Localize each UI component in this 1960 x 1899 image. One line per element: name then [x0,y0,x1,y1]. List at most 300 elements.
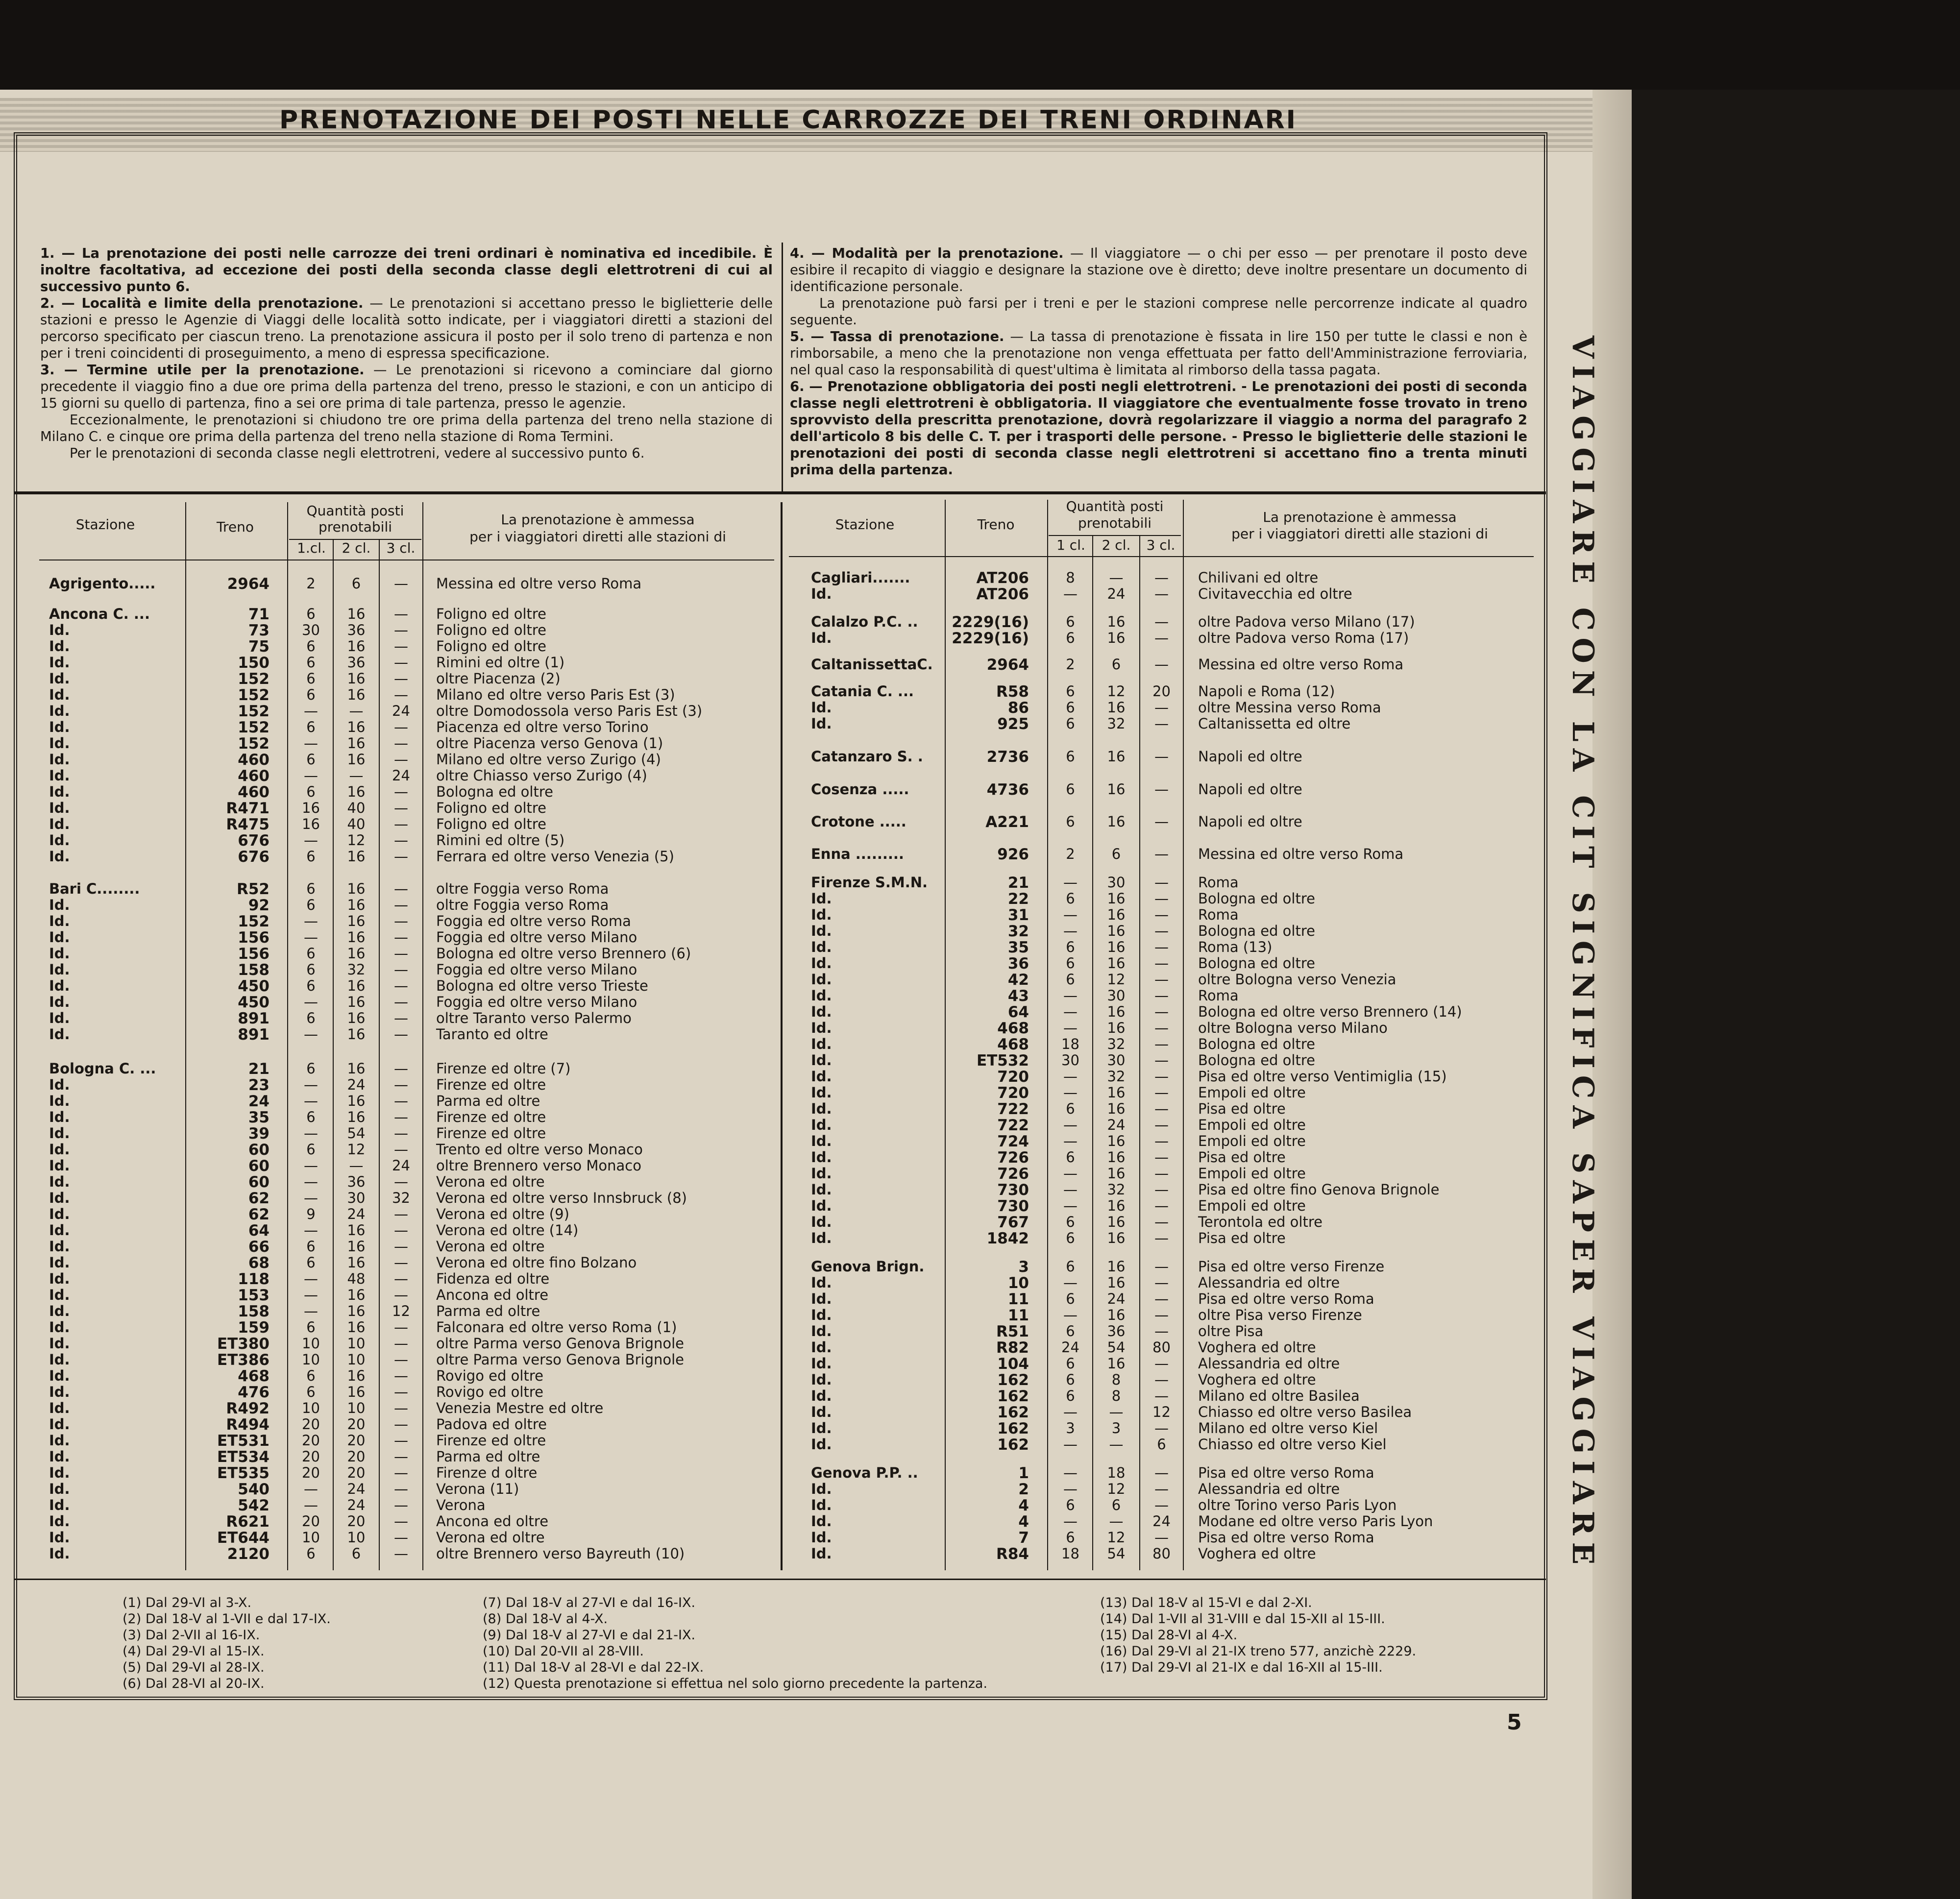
seats-3cl-cell: — [394,929,408,946]
train-cell: 60 [248,1173,270,1191]
station-cell: Id. [811,1545,832,1562]
station-cell: Id. [811,1117,832,1133]
seats-3cl-cell: — [1154,1133,1169,1149]
seats-2cl-cell: 16 [1107,1165,1126,1182]
seats-1cl-cell: 6 [306,1319,316,1336]
seats-3cl-cell: — [394,670,408,687]
station-cell: Cosenza ..... [811,781,909,798]
seats-2cl-cell: 36 [347,1173,366,1190]
seats-1cl-cell: 16 [302,816,320,832]
destination-cell: Empoli ed oltre [1198,1084,1306,1101]
train-cell: 156 [238,945,270,963]
seats-1cl-cell: — [304,994,318,1010]
seats-1cl-cell: 20 [302,1464,320,1481]
seats-1cl-cell: — [1063,1133,1078,1149]
seats-1cl-cell: — [1063,1020,1078,1036]
seats-1cl-cell: — [304,929,318,946]
station-cell: Id. [49,800,70,816]
right-header-prenotabili: prenotabili [1078,515,1152,531]
right-header-rule [789,556,1534,557]
station-cell: Id. [811,1290,832,1307]
station-cell: Id. [49,1400,70,1416]
seats-2cl-cell: 16 [1107,781,1126,798]
seats-3cl-cell: — [394,1529,408,1546]
seats-2cl-cell: 16 [1107,1274,1126,1291]
destination-cell: Foggia ed oltre verso Milano [436,961,637,978]
station-cell: Id. [49,783,70,800]
train-cell: 75 [248,638,270,656]
seats-2cl-cell: 16 [1107,923,1126,939]
seats-3cl-cell: 80 [1152,1545,1171,1562]
seats-1cl-cell: — [1063,1464,1078,1481]
destination-cell: oltre Bologna verso Milano [1198,1020,1388,1036]
station-cell: Crotone ..... [811,813,906,830]
destination-cell: Roma (13) [1198,939,1273,955]
right-header-cl2: 2 cl. [1102,537,1131,553]
train-cell: 720 [997,1068,1029,1086]
train-cell: 35 [1007,939,1029,956]
seats-3cl-cell: — [394,848,408,865]
station-cell: Id. [49,1303,70,1319]
right-col-line [1183,500,1184,1570]
train-cell: R51 [996,1323,1029,1340]
train-cell: 460 [238,751,270,769]
seats-1cl-cell: — [304,1497,318,1513]
station-cell: Id. [811,1355,832,1372]
station-cell: Id. [811,1052,832,1069]
seats-1cl-cell: 2 [1066,656,1075,673]
seats-1cl-cell: — [304,1076,318,1093]
footnote-item: (12) Questa prenotazione si effettua nel solo giorno precedente la partenza. [483,1676,988,1691]
destination-cell: Parma ed oltre [436,1303,540,1319]
seats-3cl-cell: — [1154,1052,1169,1069]
destination-cell: oltre Taranto verso Palermo [436,1010,632,1026]
seats-1cl-cell: 10 [302,1529,320,1546]
seats-1cl-cell: 6 [1066,1230,1075,1246]
destination-cell: Venezia Mestre ed oltre [436,1400,604,1416]
seats-2cl-cell: 16 [1107,890,1126,907]
seats-3cl-cell: — [1154,1274,1169,1291]
destination-cell: Voghera ed oltre [1198,1371,1316,1388]
train-cell: 21 [1007,874,1029,892]
left-col-line [185,502,186,1570]
destination-cell: Verona ed oltre [436,1529,545,1546]
destination-cell: Terontola ed oltre [1198,1214,1323,1230]
destination-cell: oltre Piacenza (2) [436,670,561,687]
destination-cell: Empoli ed oltre [1198,1197,1306,1214]
train-cell: R471 [226,800,270,817]
seats-2cl-cell: 10 [347,1529,366,1546]
station-cell: Id. [49,1335,70,1352]
train-cell: 66 [248,1238,270,1256]
destination-cell: Rovigo ed oltre [436,1384,543,1400]
train-cell: 2229(16) [952,630,1029,647]
seats-2cl-cell: — [349,703,364,719]
destination-cell: Foligno ed oltre [436,622,547,638]
seats-1cl-cell: — [304,1125,318,1142]
train-cell: ET535 [217,1464,270,1482]
seats-3cl-cell: — [1154,923,1169,939]
seats-3cl-cell: — [394,1448,408,1465]
seats-2cl-cell: 16 [347,719,366,735]
seats-3cl-cell: — [1154,569,1169,586]
seats-3cl-cell: 24 [392,1157,410,1174]
footnote-item: (4) Dal 29-VI al 15-IX. [122,1644,265,1659]
destination-cell: oltre Foggia verso Roma [436,880,609,897]
seats-2cl-cell: 16 [1107,1197,1126,1214]
seats-2cl-cell: 16 [1107,1100,1126,1117]
seats-2cl-cell: 32 [1107,1181,1126,1198]
train-cell: 676 [238,832,270,850]
station-cell: Id. [49,1093,70,1109]
destination-cell: Civitavecchia ed oltre [1198,585,1352,602]
seats-1cl-cell: — [1063,1003,1078,1020]
train-cell: AT206 [976,585,1029,603]
station-cell: Id. [49,751,70,768]
right-header-desc2: per i viaggiatori diretti alle stazioni di [1231,526,1488,542]
seats-3cl-cell: — [1154,1355,1169,1372]
train-cell: 71 [248,606,270,623]
station-cell: Id. [811,1003,832,1020]
station-cell: Id. [49,1125,70,1142]
station-cell: CaltanissettaC. [811,656,933,673]
seats-3cl-cell: — [394,622,408,638]
intro-point-4-extra: La prenotazione può farsi per i treni e per le stazioni comprese nelle percorrenze indicate al quadro seguente. [790,295,1527,328]
seats-3cl-cell: — [1154,1258,1169,1275]
train-cell: 11 [1007,1307,1029,1324]
train-cell: 476 [238,1384,270,1401]
seats-1cl-cell: 6 [1066,1497,1075,1513]
seats-3cl-cell: — [394,1238,408,1255]
destination-cell: Roma [1198,906,1239,923]
intro-divider [782,243,783,492]
train-cell: 31 [1007,906,1029,924]
seats-1cl-cell: 6 [1066,1388,1075,1404]
seats-1cl-cell: — [304,1481,318,1497]
seats-2cl-cell: 16 [347,606,366,622]
train-cell: 468 [997,1036,1029,1053]
right-header-desc: La prenotazione è ammessa [1263,509,1457,525]
destination-cell: Alessandria ed oltre [1198,1481,1340,1497]
destination-cell: Falconara ed oltre verso Roma (1) [436,1319,677,1336]
train-cell: 1842 [986,1230,1029,1247]
seats-1cl-cell: 6 [306,1141,316,1158]
seats-3cl-cell: — [1154,1100,1169,1117]
train-cell: R82 [996,1339,1029,1357]
destination-cell: Foligno ed oltre [436,800,547,816]
seats-2cl-cell: 16 [1107,1355,1126,1372]
train-cell: 150 [238,654,270,672]
station-cell: Cagliari....... [811,569,910,586]
seats-3cl-cell: — [394,832,408,849]
destination-cell: Empoli ed oltre [1198,1133,1306,1149]
station-cell: Id. [49,1367,70,1384]
seats-2cl-cell: 30 [1107,874,1126,891]
seats-2cl-cell: — [1109,1436,1124,1453]
footnote-item: (8) Dal 18-V al 4-X. [483,1611,608,1627]
train-cell: 468 [997,1020,1029,1037]
train-cell: 2736 [986,748,1029,766]
seats-1cl-cell: 6 [306,1238,316,1255]
seats-2cl-cell: 10 [347,1400,366,1416]
seats-2cl-cell: 16 [1107,613,1126,630]
train-cell: 162 [997,1436,1029,1454]
seats-3cl-cell: — [1154,939,1169,955]
station-cell: Id. [49,670,70,687]
seats-2cl-cell: 16 [347,751,366,768]
train-cell: 86 [1007,699,1029,717]
seats-3cl-cell: — [394,880,408,897]
seats-3cl-cell: — [394,638,408,655]
station-cell: Id. [49,1513,70,1530]
seats-3cl-cell: — [1154,1420,1169,1436]
seats-3cl-cell: — [394,897,408,913]
seats-1cl-cell: 6 [306,606,316,622]
footnote-item: (7) Dal 18-V al 27-VI e dal 16-IX. [483,1595,696,1610]
seats-2cl-cell: 20 [347,1416,366,1433]
destination-cell: Firenze d oltre [436,1464,538,1481]
seats-3cl-cell: — [1154,1036,1169,1052]
seats-3cl-cell: 80 [1152,1339,1171,1356]
destination-cell: Pisa ed oltre [1198,1230,1286,1246]
destination-cell: Foligno ed oltre [436,816,547,832]
seats-3cl-cell: — [1154,1497,1169,1513]
destination-cell: Foggia ed oltre verso Roma [436,913,631,929]
left-col-line [287,502,288,1570]
seats-3cl-cell: — [1154,874,1169,891]
train-cell: 542 [238,1497,270,1514]
station-cell: Id. [49,1545,70,1562]
train-cell: 60 [248,1141,270,1159]
station-cell: Id. [49,1173,70,1190]
seats-1cl-cell: 6 [306,638,316,655]
train-cell: ET644 [217,1529,270,1547]
seats-1cl-cell: — [1063,906,1078,923]
intro-point-4-text: — Il viaggiatore — o chi per esso — per prenotare il posto deve esibire il recapito di viaggio e designare la stazione ove è diretto; deve inoltre presentare un documento di identificazione personale. [790,245,1527,294]
station-cell: Id. [811,1165,832,1182]
seats-2cl-cell: 12 [347,832,366,849]
seats-1cl-cell: 18 [1061,1545,1079,1562]
left-header-prenotabili: prenotabili [318,519,392,535]
seats-2cl-cell: 6 [351,575,361,592]
station-cell: Enna ......... [811,846,904,862]
train-cell: 3 [1018,1258,1029,1276]
destination-cell: oltre Padova verso Roma (17) [1198,630,1409,646]
train-cell: 2229(16) [952,613,1029,631]
destination-cell: Chiasso ed oltre verso Kiel [1198,1436,1387,1453]
station-cell: Id. [49,1497,70,1513]
station-cell: Id. [49,1238,70,1255]
train-cell: 152 [238,686,270,704]
station-cell: Id. [49,1254,70,1271]
destination-cell: oltre Brennero verso Bayreuth (10) [436,1545,685,1562]
tables-divider [781,502,783,1570]
seats-1cl-cell: 6 [306,1060,316,1077]
station-cell: Id. [49,1141,70,1158]
seats-1cl-cell: — [304,1190,318,1206]
station-cell: Id. [811,1323,832,1339]
destination-cell: Pisa ed oltre verso Firenze [1198,1258,1385,1275]
intro-point-2-head: 2. — Località e limite della prenotazione. [40,295,364,311]
destination-cell: Pisa ed oltre [1198,1100,1286,1117]
train-cell: 152 [238,735,270,753]
station-cell: Id. [811,987,832,1004]
seats-1cl-cell: 6 [306,1384,316,1400]
right-subheader-rule [1049,535,1181,536]
intro-point-5-head: 5. — Tassa di prenotazione. [790,329,1004,344]
destination-cell: Trento ed oltre verso Monaco [436,1141,643,1158]
train-cell: ET534 [217,1448,270,1466]
intro-point-3-text: — Le prenotazioni si ricevono a cominciare dal giorno precedente il viaggio fino a due ore prima della partenza del treno, presso le stazioni, e con un anticipo di 15 giorni su quello di partenza, fino a sei ore prima di tale partenza, presso le agenzie. [40,362,773,411]
destination-cell: Napoli ed oltre [1198,813,1302,830]
destination-cell: Bologna ed oltre verso Trieste [436,977,648,994]
station-cell: Id. [49,1010,70,1026]
seats-2cl-cell: 20 [347,1464,366,1481]
destination-cell: Milano ed oltre verso Paris Est (3) [436,686,675,703]
station-cell: Id. [49,1109,70,1125]
destination-cell: Napoli ed oltre [1198,781,1302,798]
station-cell: Id. [811,1020,832,1036]
footnote-rule [15,1579,1546,1580]
seats-3cl-cell: — [394,1384,408,1400]
seats-2cl-cell: 32 [1107,1036,1126,1052]
station-cell: Id. [49,913,70,929]
destination-cell: Parma ed oltre [436,1093,540,1109]
seats-1cl-cell: 6 [1066,890,1075,907]
seats-1cl-cell: 6 [306,670,316,687]
seats-1cl-cell: — [1063,1197,1078,1214]
intro-point-4-head: 4. — Modalità per la prenotazione. [790,245,1064,261]
seats-3cl-cell: — [394,686,408,703]
station-cell: Id. [811,1497,832,1513]
seats-2cl-cell: 12 [1107,1529,1126,1546]
train-cell: 722 [997,1117,1029,1134]
seats-2cl-cell: 16 [1107,1149,1126,1166]
train-cell: A221 [985,813,1029,831]
left-col-line [422,502,423,1570]
footnote-item: (5) Dal 29-VI al 28-IX. [122,1660,265,1675]
seats-2cl-cell: 16 [347,945,366,962]
seats-1cl-cell: 6 [1066,1258,1075,1275]
footnote-item: (17) Dal 29-VI al 21-IX e dal 16-XII al 15-III. [1100,1660,1383,1675]
seats-3cl-cell: — [1154,630,1169,646]
train-cell: R494 [226,1416,270,1434]
seats-1cl-cell: — [304,1287,318,1303]
seats-2cl-cell: 16 [347,929,366,946]
seats-3cl-cell: — [394,1319,408,1336]
seats-2cl-cell: 16 [347,1238,366,1255]
seats-2cl-cell: 16 [347,686,366,703]
destination-cell: oltre Parma verso Genova Brignole [436,1351,685,1368]
seats-1cl-cell: — [1063,1404,1078,1420]
train-cell: 92 [248,897,270,914]
seats-3cl-cell: — [1154,1214,1169,1230]
seats-3cl-cell: — [394,783,408,800]
right-header-quantita: Quantità posti [1066,498,1164,514]
seats-2cl-cell: 16 [347,1303,366,1319]
station-cell: Id. [811,1100,832,1117]
seats-1cl-cell: 6 [1066,1214,1075,1230]
seats-1cl-cell: — [304,1222,318,1239]
seats-2cl-cell: 54 [1107,1339,1126,1356]
seats-2cl-cell: 24 [347,1076,366,1093]
seats-3cl-cell: — [394,945,408,962]
seats-3cl-cell: 24 [392,703,410,719]
seats-1cl-cell: 6 [1066,1371,1075,1388]
seats-1cl-cell: 6 [306,1254,316,1271]
seats-1cl-cell: 6 [1066,1149,1075,1166]
seats-2cl-cell: 16 [347,638,366,655]
seats-1cl-cell: 9 [306,1206,316,1222]
seats-3cl-cell: — [394,1222,408,1239]
destination-cell: Verona (11) [436,1481,519,1497]
seats-1cl-cell: — [304,703,318,719]
seats-1cl-cell: — [304,1157,318,1174]
seats-2cl-cell: 16 [347,1109,366,1125]
destination-cell: Bologna ed oltre [1198,1052,1315,1069]
seats-2cl-cell: 30 [347,1190,366,1206]
left-header-desc: La prenotazione è ammessa [501,511,695,528]
seats-3cl-cell: — [1154,1307,1169,1323]
seats-2cl-cell: 16 [1107,1020,1126,1036]
station-cell: Agrigento..... [49,575,156,592]
destination-cell: Napoli e Roma (12) [1198,683,1335,700]
seats-2cl-cell: 16 [347,1093,366,1109]
train-cell: 4 [1018,1513,1029,1531]
cit-slogan: VIAGGIARE CON LA CIT SIGNIFICA SAPER VIAGGIARE [1566,336,1600,1572]
seats-3cl-cell: — [394,913,408,929]
train-cell: 1 [1018,1464,1029,1482]
train-cell: 891 [238,1010,270,1027]
train-cell: 4 [1018,1497,1029,1514]
seats-1cl-cell: 2 [306,575,316,592]
seats-2cl-cell: 10 [347,1351,366,1368]
seats-3cl-cell: — [1154,1371,1169,1388]
train-cell: 68 [248,1254,270,1272]
destination-cell: Parma ed oltre [436,1448,540,1465]
station-cell: Id. [811,1149,832,1166]
station-cell: Id. [49,654,70,671]
station-cell: Id. [49,638,70,655]
seats-2cl-cell: 32 [1107,715,1126,732]
train-cell: R84 [996,1545,1029,1563]
destination-cell: Rimini ed oltre (1) [436,654,565,671]
destination-cell: Rovigo ed oltre [436,1367,543,1384]
intro-point-5-text: — La tassa di prenotazione è fissata in lire 150 per tutte le classi e non è rimborsabile, a meno che la prenotazione non venga effettuata per fatto dell'Amministrazione ferroviaria, nel qual caso la responsabilità di quest'ultima è limitata al rimborso della tassa pagata. [790,329,1527,378]
seats-1cl-cell: — [1063,1165,1078,1182]
destination-cell: Messina ed oltre verso Roma [436,575,642,592]
right-header-treno: Treno [977,516,1015,533]
seats-2cl-cell: 16 [347,848,366,865]
left-header-treno: Treno [217,519,254,535]
seats-3cl-cell: — [1154,890,1169,907]
train-cell: 7 [1018,1529,1029,1547]
seats-3cl-cell: — [394,1270,408,1287]
seats-1cl-cell: — [304,1303,318,1319]
seats-2cl-cell: 20 [347,1448,366,1465]
seats-3cl-cell: — [394,1125,408,1142]
seats-1cl-cell: 6 [1066,1355,1075,1372]
seats-1cl-cell: 20 [302,1513,320,1530]
seats-2cl-cell: 16 [347,1010,366,1026]
seats-1cl-cell: 20 [302,1416,320,1433]
seats-3cl-cell: — [1154,1068,1169,1085]
seats-3cl-cell: — [394,1351,408,1368]
seats-2cl-cell: 16 [1107,1133,1126,1149]
left-header-cl3: 3 cl. [386,540,416,556]
background-top [0,0,1960,90]
destination-cell: Foligno ed oltre [436,638,547,655]
